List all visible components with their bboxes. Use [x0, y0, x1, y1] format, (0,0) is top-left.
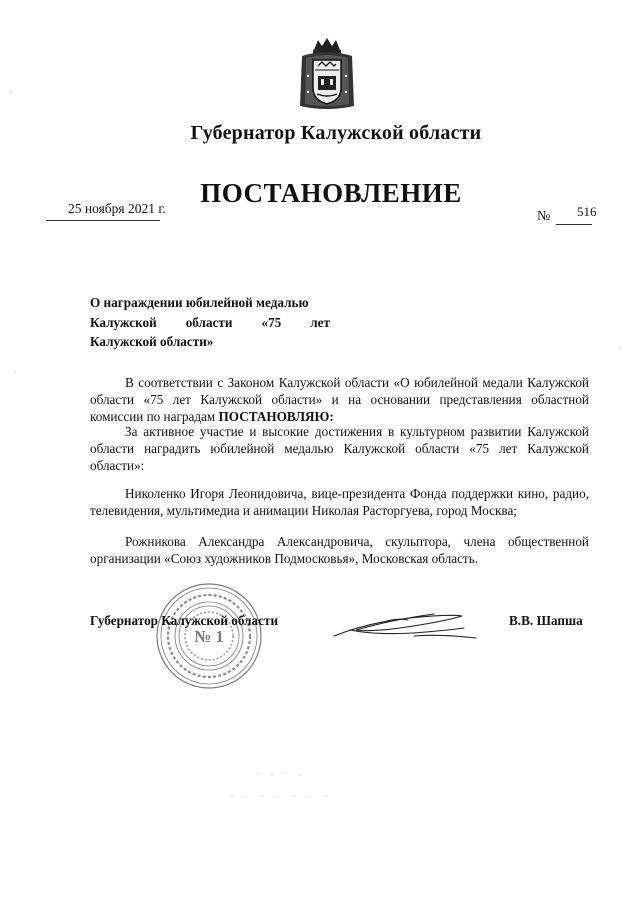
body-paragraph-4 [90, 534, 589, 568]
paragraph-text: Рожникова Александра Александровича, скульптора, члена общественной организации «Союз художников Подмосковья», Московская область. [90, 534, 589, 566]
seal-number: № 1 [194, 627, 224, 646]
number-underline [556, 224, 592, 225]
subject-word: Калужской [90, 314, 157, 330]
body-paragraph-3 [90, 486, 589, 520]
decree-word: ПОСТАНОВЛЯЮ: [218, 408, 334, 424]
date-underline [46, 220, 160, 221]
paragraph-text: За активное участие и высокие достижения в культурном развитии Калужской области наградить юбилейной медалью Калужской области «75 лет Калужской области»: [90, 424, 589, 473]
paragraph-text: В соответствии с Законом Калужской области «О юбилейной медали Калужской области «75 лет Калужской области» и на основании представления областной комиссии по наградам [90, 375, 589, 424]
document-number: 516 [577, 204, 597, 219]
subject-line-2 [90, 313, 330, 333]
handwritten-signature [330, 592, 480, 652]
subject-word: области [185, 314, 233, 330]
subject-line-1: О награждении юбилейной медалью [90, 295, 309, 310]
document-number-label: № [537, 209, 551, 224]
issuer-title: Губернатор Калужской области [190, 122, 482, 144]
official-seal-stamp [154, 581, 264, 691]
document-type-heading: ПОСТАНОВЛЕНИЕ [200, 178, 462, 208]
signatory-name: В.В. Шапша [509, 613, 583, 628]
document-date: 25 ноября 2021 г. [68, 201, 166, 216]
document-subject [90, 293, 330, 352]
paragraph-text: Николенко Игоря Леонидовича, вице-президента Фонда поддержки кино, радио, телевидения, мультимедиа и анимации Николая Расторгуева, город Москва; [90, 486, 589, 518]
signatory-title: Губернатор Калужской области [90, 613, 279, 628]
coat-of-arms-emblem [296, 36, 358, 112]
subject-word: «75 [261, 314, 282, 330]
subject-word: лет [310, 314, 330, 330]
body-paragraph-2 [90, 424, 589, 474]
subject-line-3: Калужской области» [90, 334, 214, 349]
body-paragraph-1 [90, 375, 589, 425]
